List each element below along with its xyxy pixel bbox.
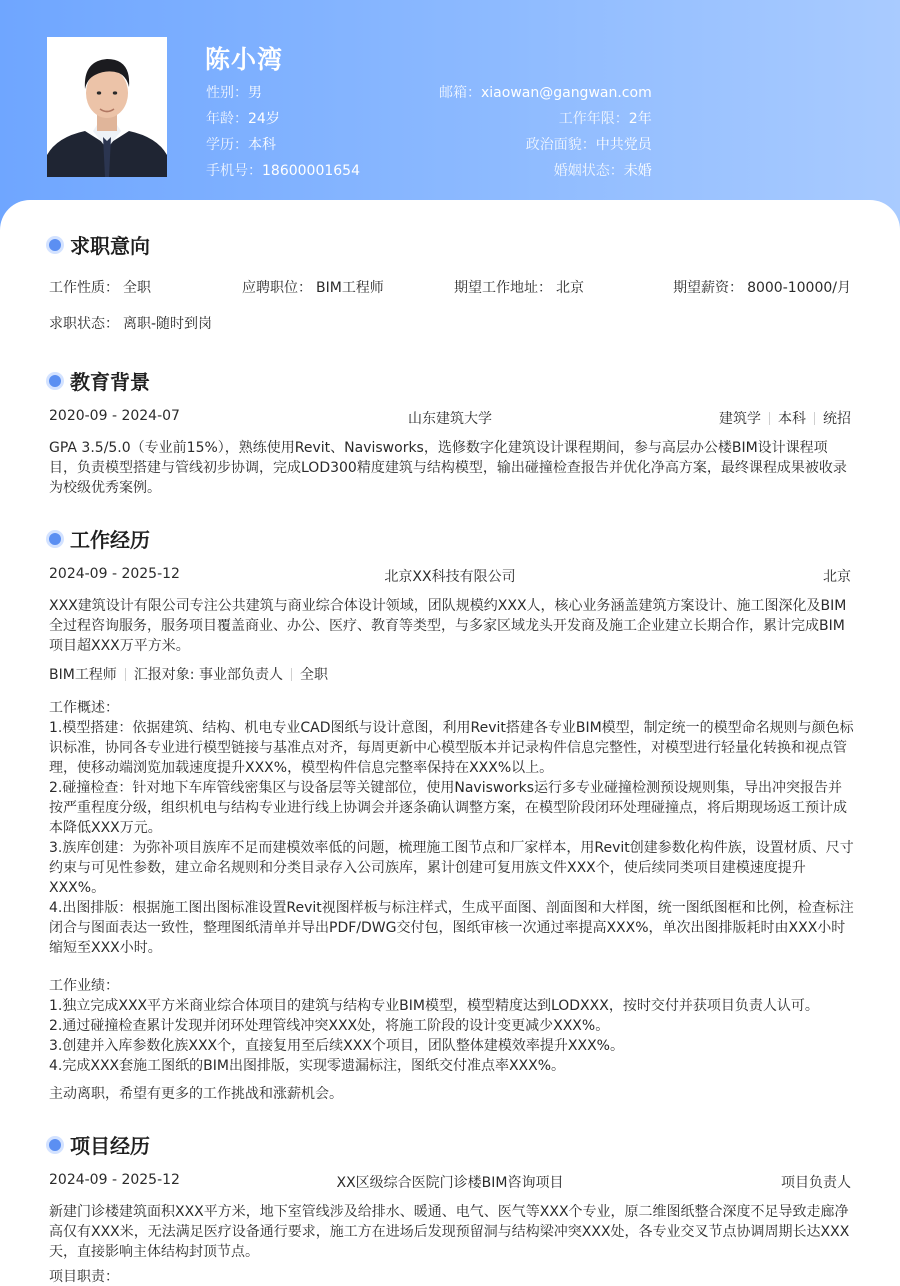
education-title: 教育背景	[70, 370, 150, 394]
work-report-to: 汇报对象: 事业部负责人	[133, 667, 283, 683]
profile-info-left	[206, 80, 360, 184]
candidate-name: 陈小湾	[205, 45, 284, 74]
intent-type-label: 工作性质：	[49, 280, 119, 296]
work-achievements-label: 工作业绩：	[49, 978, 119, 994]
intent-type-value: 全职	[123, 280, 151, 296]
intent-location	[454, 277, 584, 297]
profile-info-right	[439, 80, 652, 184]
overview-item: 2.碰撞检查：针对地下车库管线密集区与设备层等关键部位，使用Navisworks运行多专业碰撞检测预设规则集，导出冲突报告并按严重程度分级，组织机电与结构专业进行线上协调会并逐条确认调整方案，在模型阶段闭环处理碰撞点，将后期现场返工预计成本降低XXX万元。	[49, 780, 847, 836]
email-label: 邮箱：	[439, 85, 481, 101]
project-period: 2024-09 - 2025-12	[49, 1172, 180, 1188]
achievement-item: 3.创建并入库参数化族XXX个，直接复用至后续XXX个项目，团队整体建模效率提升XXX%。	[49, 1038, 624, 1054]
achievement-item: 1.独立完成XXX平方米商业综合体项目的建筑与结构专业BIM模型，模型精度达到LODXXX，按时交付并获项目负责人认可。	[49, 998, 819, 1014]
intent-status	[49, 313, 212, 333]
work-title: 工作经历	[70, 528, 150, 552]
phone-row	[206, 158, 360, 184]
intent-position-label: 应聘职位：	[242, 280, 312, 296]
portrait-image	[47, 37, 167, 177]
project-role: 项目负责人	[781, 1175, 851, 1191]
political-label: 政治面貌：	[525, 137, 596, 153]
work-years-label: 工作年限：	[558, 111, 629, 127]
education-tags	[719, 408, 851, 428]
email-value: xiaowan@gangwan.com	[481, 85, 652, 101]
political-value: 中共党员	[595, 137, 652, 153]
project-title: 项目经历	[70, 1134, 150, 1158]
overview-item: 4.出图排版：根据施工图出图标准设置Revit视图样板与标注样式，生成平面图、剖面图和大样图，统一图纸图框和比例，检查标注闭合与图面表达一致性，整理图纸清单并导出PDF/DWG交付包，图纸审核一次通过率提高XXX%，单次出图排版耗时由XXX小时缩短至XXX小时。	[49, 900, 854, 956]
phone-label: 手机号：	[206, 163, 262, 179]
work-employment-type: 全职	[299, 667, 328, 683]
degree-row	[206, 132, 360, 158]
education-major: 建筑学	[719, 411, 761, 427]
degree-value: 本科	[248, 137, 276, 153]
intent-location-value: 北京	[556, 280, 584, 296]
leave-reason: 主动离职，希望有更多的工作挑战和涨薪机会。	[49, 1086, 343, 1102]
intent-salary	[673, 277, 851, 297]
intent-type	[49, 277, 151, 297]
intent-title: 求职意向	[70, 234, 150, 258]
intent-location-label: 期望工作地址：	[454, 280, 552, 296]
achievement-item: 2.通过碰撞检查累计发现并闭环处理管线冲突XXX处，将施工阶段的设计变更减少XXX%。	[49, 1018, 610, 1034]
project-description: 新建门诊楼建筑面积XXX平方米，地下室管线涉及给排水、暖通、电气、医气等XXX个专业，原二维图纸整合深度不足导致走廊净高仅有XXX米，无法满足医疗设备通行要求，施工方在进场后发现预留洞与结构梁冲突XXX处，各专业交叉节点协调周期长达XXX天，直接影响主体结构封顶节点。	[49, 1204, 850, 1260]
tag-divider	[769, 412, 770, 425]
age-row	[206, 106, 360, 132]
marital-row	[439, 158, 652, 184]
education-school: 山东建筑大学	[408, 411, 492, 427]
work-period: 2024-09 - 2025-12	[49, 566, 180, 582]
work-overview-label: 工作概述：	[49, 700, 119, 716]
marital-label: 婚姻状态：	[553, 163, 624, 179]
achievement-item: 4.完成XXX套施工图纸的BIM出图排版，实现零遗漏标注，图纸交付准点率XXX%。	[49, 1058, 566, 1074]
company-description: XXX建筑设计有限公司专注公共建筑与商业综合体设计领域，团队规模约XXX人，核心业务涵盖建筑方案设计、施工图深化及BIM全过程咨询服务，服务项目覆盖商业、办公、医疗、教育等类型，与多家区域龙头开发商及施工企业建立长期合作，累计完成BIM项目超XXX万平方米。	[49, 598, 847, 654]
degree-label: 学历：	[206, 137, 248, 153]
work-role: BIM工程师	[49, 667, 117, 683]
political-row	[439, 132, 652, 158]
marital-value: 未婚	[623, 163, 652, 179]
tag-divider	[291, 668, 292, 681]
education-enroll-type: 统招	[823, 411, 851, 427]
section-dot-icon	[49, 375, 61, 387]
intent-position	[242, 277, 384, 297]
email-row	[439, 80, 652, 106]
work-tags	[49, 664, 328, 684]
gender-row	[206, 80, 360, 106]
section-dot-icon	[49, 533, 61, 545]
section-title-project	[48, 1130, 150, 1159]
work-city: 北京	[823, 569, 851, 585]
section-dot-icon	[49, 1139, 61, 1151]
gender-value: 男	[248, 85, 262, 101]
work-years-value: 2年	[628, 111, 652, 127]
education-description: GPA 3.5/5.0（专业前15%），熟练使用Revit、Navisworks，选修数字化建筑设计课程期间，参与高层办公楼BIM设计课程项目，负责模型搭建与管线初步协调，完成LOD300精度建筑与结构模型，输出碰撞检查报告并优化净高方案，最终课程成果被收录为校级优秀案例。	[49, 440, 847, 496]
work-achievements	[49, 976, 854, 1076]
profile-photo	[47, 37, 167, 177]
intent-status-value: 离职-随时到岗	[123, 316, 213, 332]
project-duties-label: 项目职责：	[49, 1269, 119, 1285]
phone-value: 18600001654	[262, 163, 360, 179]
overview-item: 1.模型搭建：依据建筑、结构、机电专业CAD图纸与设计意图，利用Revit搭建各专业BIM模型，制定统一的模型命名规则与颜色标识标准，协同各专业进行模型链接与基准点对齐，每周更新中心模型版本并记录构件信息完整性，对模型进行轻量化转换和视点管理，使移动端浏览加载速度提升XXX%，模型构件信息完整率保持在XXX%以上。	[49, 720, 854, 776]
tag-divider	[814, 412, 815, 425]
profile-header	[0, 0, 900, 230]
work-overview	[49, 698, 854, 958]
section-dot-icon	[49, 239, 61, 251]
age-label: 年龄：	[206, 111, 248, 127]
intent-status-label: 求职状态：	[49, 316, 119, 332]
section-title-education	[48, 366, 150, 395]
work-years-row	[439, 106, 652, 132]
intent-salary-value: 8000-10000/月	[747, 280, 851, 296]
education-degree: 本科	[778, 411, 806, 427]
tag-divider	[125, 668, 126, 681]
section-title-work	[48, 524, 150, 553]
education-period: 2020-09 - 2024-07	[49, 408, 180, 424]
intent-position-value: BIM工程师	[316, 280, 384, 296]
gender-label: 性别：	[206, 85, 248, 101]
project-name: XX区级综合医院门诊楼BIM咨询项目	[336, 1175, 564, 1191]
section-title-intent	[48, 230, 150, 259]
age-value: 24岁	[248, 111, 280, 127]
work-company: 北京XX科技有限公司	[384, 569, 516, 585]
intent-salary-label: 期望薪资：	[673, 280, 744, 296]
overview-item: 3.族库创建：为弥补项目族库不足而建模效率低的问题，梳理施工图节点和厂家样本，用Revit创建参数化构件族，设置材质、尺寸约束与可见性参数，建立命名规则和分类目录存入公司族库，累计创建可复用族文件XXX个，使后续同类项目建模速度提升XXX%。	[49, 840, 854, 896]
